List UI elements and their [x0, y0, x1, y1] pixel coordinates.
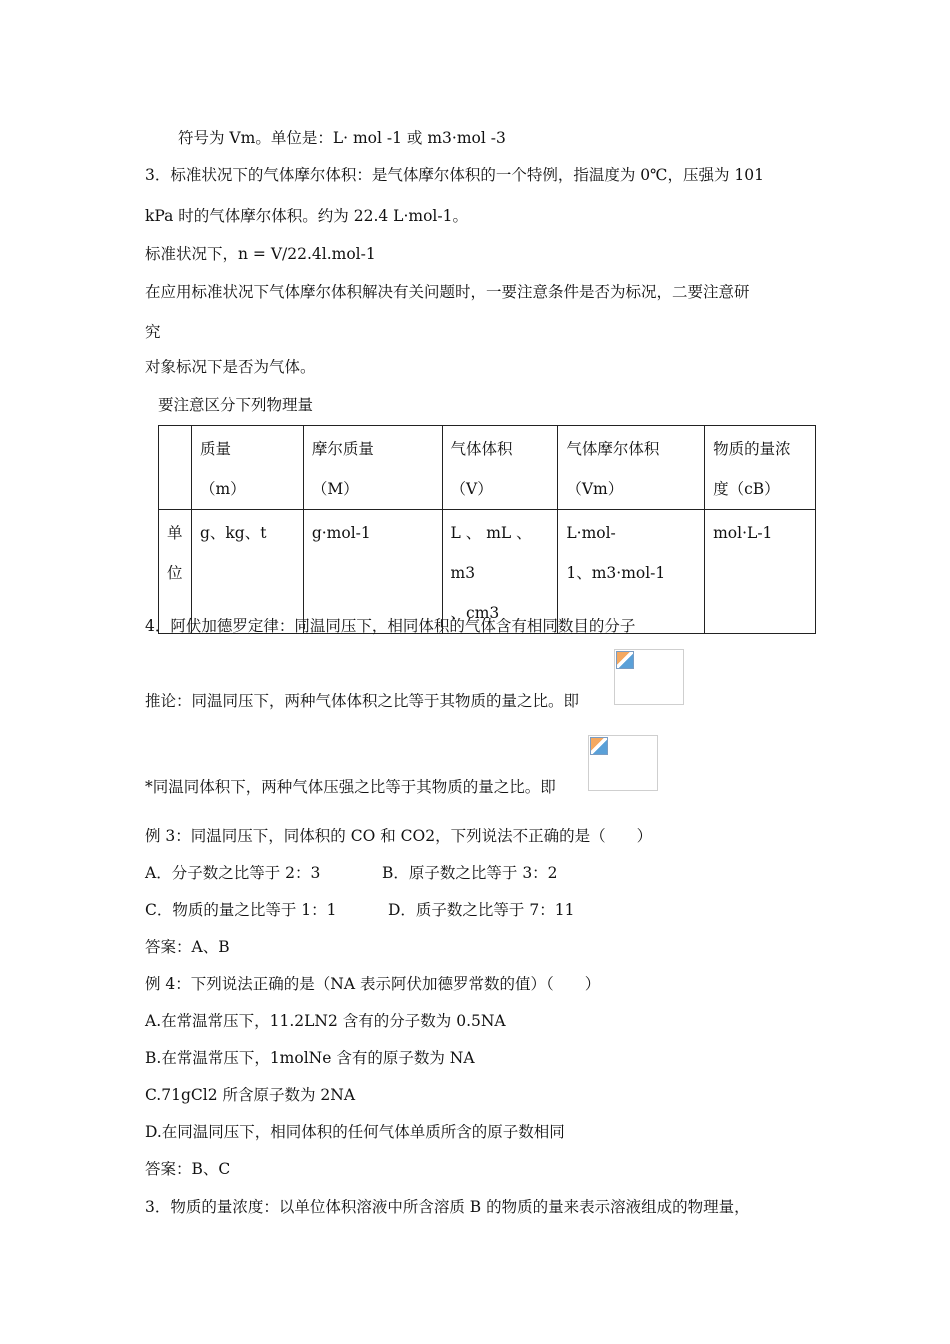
table-header-cell: 气体摩尔体积 （Vm）: [558, 426, 705, 510]
table-cell: g·mol-1: [303, 510, 442, 634]
table-header-cell: 物质的量浓 度（cB）: [705, 426, 816, 510]
table-header-cell: 质量 （m）: [191, 426, 303, 510]
table-cell: L 、 mL 、 m3 、cm3: [442, 510, 558, 634]
option-c: C．物质的量之比等于 1：1: [145, 901, 337, 919]
table-cell: g、kg、t: [191, 510, 303, 634]
example-3-answer: 答案：A、B: [145, 938, 230, 956]
application-note-wrap: 究: [145, 323, 161, 341]
table-header-cell: 摩尔质量 （M）: [303, 426, 442, 510]
volume-ratio-inference: 推论：同温同压下，两种气体体积之比等于其物质的量之比。即: [145, 692, 580, 710]
formula-image-placeholder: [588, 735, 658, 791]
concentration-heading: 3．物质的量浓度：以单位体积溶液中所含溶质 B 的物质的量来表示溶液组成的物理量，: [145, 1198, 750, 1216]
formula-image-placeholder: [614, 649, 684, 705]
broken-image-icon: [590, 737, 608, 755]
table-header-cell: 气体体积 （V）: [442, 426, 558, 510]
example-4-question: 例 4：下列说法正确的是（NA 表示阿伏加德罗常数的值）（ ）: [145, 975, 601, 993]
table-caption: 要注意区分下列物理量: [158, 396, 314, 414]
avogadro-law-line: 4．阿伏加德罗定律：同温同压下，相同体积的气体含有相同数目的分子: [145, 617, 636, 635]
std-molar-volume-heading: 3．标准状况下的气体摩尔体积：是气体摩尔体积的一个特例，指温度为 0℃，压强为 101: [145, 166, 765, 184]
broken-image-icon: [616, 651, 634, 669]
option-d: D.在同温同压下，相同体积的任何气体单质所含的原子数相同: [145, 1123, 565, 1141]
pressure-ratio-inference: *同温同体积下，两种气体压强之比等于其物质的量之比。即: [145, 778, 556, 796]
table-cell: L·mol- 1、m3·mol-1: [558, 510, 705, 634]
option-a: A．分子数之比等于 2：3: [145, 864, 321, 882]
physical-quantities-table: [158, 425, 816, 634]
vm-symbol-line: 符号为 Vm。单位是：L· mol -1 或 m3·mol -3: [178, 129, 506, 147]
table-corner-cell: [159, 426, 192, 510]
application-note-line: 在应用标准状况下气体摩尔体积解决有关问题时，一要注意条件是否为标况，二要注意研: [145, 283, 750, 301]
option-b: B.在常温常压下，1molNe 含有的原子数为 NA: [145, 1049, 475, 1067]
table-header-row: [159, 426, 816, 510]
row-label-cell: 单 位: [159, 510, 192, 634]
example-4-answer: 答案：B、C: [145, 1160, 231, 1178]
option-a: A.在常温常压下，11.2LN2 含有的分子数为 0.5NA: [145, 1012, 506, 1030]
std-formula-line: 标准状况下，n = V/22.4l.mol-1: [145, 245, 376, 263]
option-b: B．原子数之比等于 3：2: [382, 864, 558, 882]
example-3-question: 例 3：同温同压下，同体积的 CO 和 CO2，下列说法不正确的是（ ）: [145, 827, 653, 845]
table-cell: mol·L-1: [705, 510, 816, 634]
option-d: D．质子数之比等于 7：11: [388, 901, 575, 919]
option-c: C.71gCl2 所含原子数为 2NA: [145, 1086, 356, 1104]
std-molar-volume-value: kPa 时的气体摩尔体积。约为 22.4 L·mol-1。: [145, 207, 468, 225]
application-note-end: 对象标况下是否为气体。: [145, 358, 316, 376]
